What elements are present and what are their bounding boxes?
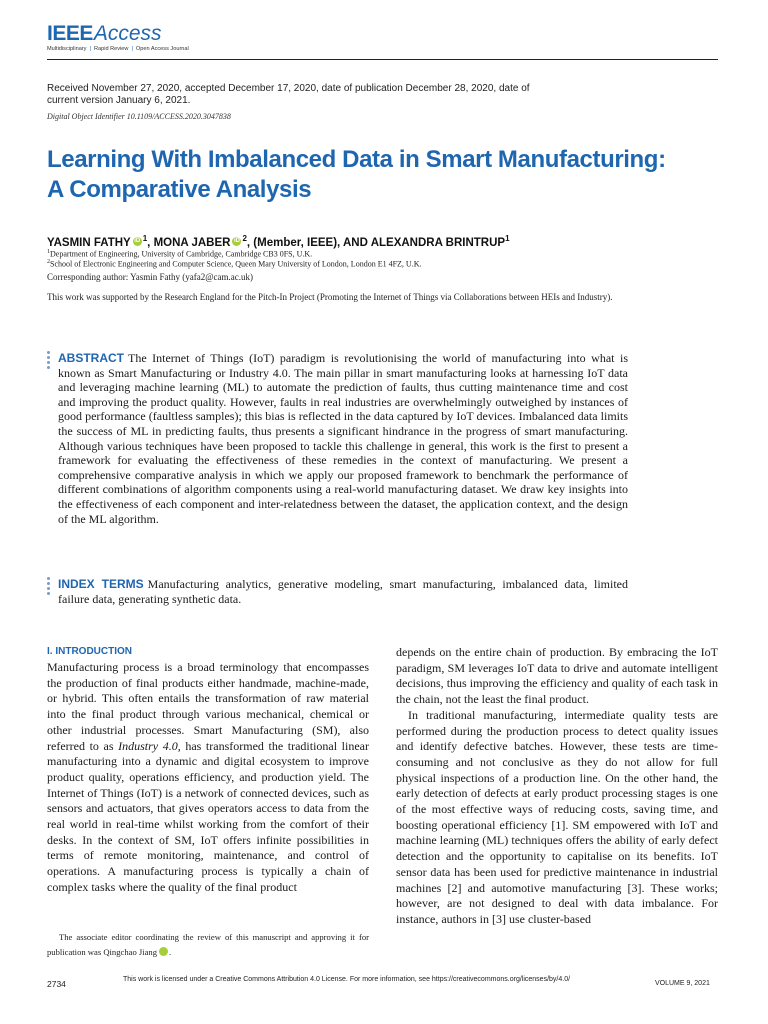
logo-ieee: IEEE: [47, 22, 93, 45]
abstract-dots-icon: [47, 351, 51, 371]
tag-item: Rapid Review: [93, 46, 129, 52]
doi-link[interactable]: Digital Object Identifier 10.1109/ACCESS.2020.3047838: [47, 112, 231, 121]
affiliation-number: 1: [47, 249, 50, 255]
index-terms-text: Manufacturing analytics, generative modeling, smart manufacturing, imbalanced data, limited failure data, generating synthetic data.: [58, 577, 628, 606]
index-terms: [58, 577, 628, 606]
author-name[interactable]: ALEXANDRA BRINTRUP: [370, 236, 506, 249]
paragraph-text: , has transformed the traditional linear manufacturing into a dynamic and digital ecosystem to improve product quality, operations efficiency, and production yield. The Internet of Things (IoT) is a network of connected devices, such as sensors and actuators, that gives operators access to data from the real world in real-time whilst working from the comfort of their desks. In the context of SM, IoT offers infinite possibilities in terms of remote monitoring, maintenance, and control of operations. A manufacturing process is typically a chain of complex tasks where the quality of the final product: [47, 738, 370, 894]
orcid-icon[interactable]: iD: [159, 947, 168, 956]
affiliation-marker: 2: [242, 234, 247, 243]
funding-statement: This work was supported by the Research England for the Pitch-In Project (Promoting the Internet of Things via Collaborations between HEIs and Industry).: [47, 292, 613, 302]
received-dates: Received November 27, 2020, accepted December 17, 2020, date of publication December 28, 2020, date of current version January 6, 2021.: [47, 83, 530, 106]
tag-item: Multidisciplinary: [47, 46, 87, 52]
page-number: 2734: [47, 979, 66, 989]
footnote-text: The associate editor coordinating the review of this manuscript and approving it for publication was Qingchao Jiang: [47, 932, 369, 957]
editor-footnote: [47, 930, 369, 960]
affiliation-text: Department of Engineering, University of Cambridge, Cambridge CB3 0FS, U.K.: [50, 249, 313, 259]
journal-tagline: [47, 46, 189, 52]
paragraph-text: Manufacturing process is a broad terminology that encompasses the production of final products either handmade, machine-made, or hybrid. This often entails the transformation of raw material into the final product through various mechanical, chemical or other industrial processes. Smart Manufacturing (SM), also referred to as: [47, 660, 369, 753]
tag-separator: |: [89, 46, 91, 52]
affiliation-text: School of Electronic Engineering and Computer Science, Queen Mary University of London, London E1 4FZ, U.K.: [50, 259, 422, 269]
corresponding-author: Corresponding author: Yasmin Fathy (yafa2@cam.ac.uk): [47, 272, 253, 282]
volume-label: VOLUME 9, 2021: [655, 980, 710, 987]
paragraph: [47, 660, 369, 896]
index-terms-dots-icon: [47, 577, 51, 597]
abstract-label: ABSTRACT: [58, 351, 124, 365]
affiliation-marker: 1: [505, 234, 510, 243]
logo-access: Access: [93, 22, 162, 45]
header-divider: [47, 59, 718, 60]
paragraph: depends on the entire chain of production. By embracing the IoT paradigm, SM leverages IoT data to drive and automate intelligent decisions, thus improving the efficiency and quality of each task in the chain, not the least the final product.: [396, 645, 718, 707]
tag-separator: |: [131, 46, 133, 52]
section-heading: I. INTRODUCTION: [47, 646, 132, 657]
emphasis-text: Industry 4.0: [118, 738, 178, 753]
footnote-end: .: [169, 947, 172, 957]
orcid-icon[interactable]: iD: [134, 237, 141, 244]
orcid-icon[interactable]: iD: [233, 237, 240, 244]
paragraph: In traditional manufacturing, intermediate quality tests are performed during the production process to detect quality issues and identify defective batches. However, these tests are time-consuming and not conclusive as they do not allow for full physical inspections of a production line. On the other hand, the early detection of defects at early product processing stages is one of the most effective ways of reducing costs, saving time, and boosting operational efficiency [1]. SM empowered with IoT and machine learning (ML) techniques offers the ability of early defect detection and the opportunity to capitalise on its benefits. IoT sensor data has been used for predictive maintenance in industrial machines [2] and automotive manufacturing [3]. These works; however, are not designed to deal with data imbalance. For instance, authors in [3] use cluster-based: [396, 707, 718, 926]
author-name[interactable]: YASMIN FATHY: [47, 236, 131, 249]
affiliation-line: [47, 258, 707, 269]
index-terms-label: INDEX TERMS: [58, 577, 144, 591]
abstract-text: The Internet of Things (IoT) paradigm is revolutionising the world of manufacturing into what is known as Smart Manufacturing or Industry 4.0. The main pillar in smart manufacturing looks at harnessing IoT data and leveraging machine learning (ML) to automate the prediction of faults, thus cutting maintenance time and cost and improving the product quality. However, faults in real industries are overwhelmingly outweighed by instances of good performance (faultless samples); this bias is reflected in the data captured by IoT devices. Imbalanced data limits the success of ML in predicting faults, thus presents a significant hindrance in the progress of smart manufacturing. Although various techniques have been proposed to tackle this challenge in general, this work is the first to present a framework for evaluating the effectiveness of these remedies in the context of manufacturing. We present a comprehensive comparative analysis in which we apply our proposed framework to benchmark the performance of different combinations of algorithm components using a real-world manufacturing dataset. We draw key insights into the effectiveness of each component and inter-relatedness between the dataset, the application context, and the design of the ML algorithm.: [58, 351, 628, 526]
author-separator: ,: [147, 236, 151, 249]
license-notice[interactable]: This work is licensed under a Creative Commons Attribution 4.0 License. For more information, see https://creativecommons.org/licenses/by/4.0/: [123, 976, 571, 983]
author-membership: , (Member, IEEE), AND: [246, 236, 371, 249]
body-column-left: [47, 660, 369, 896]
journal-logo: [47, 22, 162, 46]
tag-item: Open Access Journal: [135, 46, 189, 52]
author-name[interactable]: MONA JABER: [153, 236, 231, 249]
affiliation-marker: 1: [142, 234, 148, 243]
affiliation-number: 2: [47, 259, 50, 265]
abstract: [58, 351, 628, 526]
body-column-right: [396, 645, 718, 928]
paper-title: Learning With Imbalanced Data in Smart Manufacturing: A Comparative Analysis: [47, 146, 666, 203]
